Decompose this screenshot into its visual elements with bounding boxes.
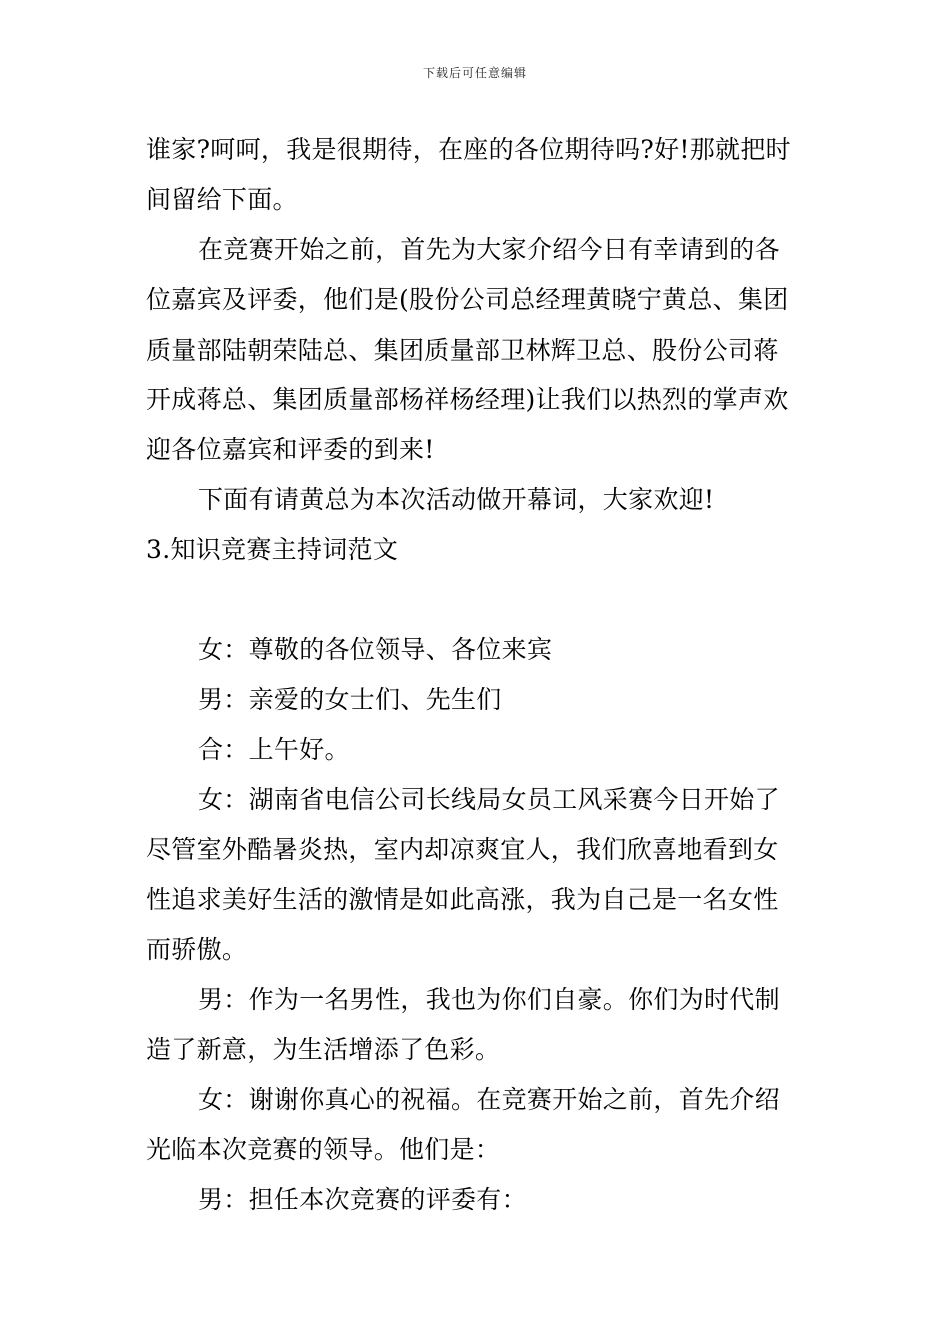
text-line: 位嘉宾及评委，他们是(股份公司总经理黄晓宁黄总、集团 (146, 285, 789, 314)
text-line: 迎各位嘉宾和评委的到来! (146, 435, 435, 464)
text-line: 而骄傲。 (146, 935, 248, 964)
text-line: 女：尊敬的各位领导、各位来宾 (198, 635, 553, 664)
text-line: 男：担任本次竞赛的评委有： (198, 1185, 527, 1214)
text-line: 质量部陆朝荣陆总、集团质量部卫林辉卫总、股份公司蒋 (146, 336, 779, 365)
text-line: 光临本次竞赛的领导。他们是： (146, 1135, 501, 1164)
text-line: 在竞赛开始之前，首先为大家介绍今日有幸请到的各 (198, 235, 780, 264)
text-line: 谁家?呵呵，我是很期待，在座的各位期待吗?好!那就把时 (146, 135, 791, 164)
text-line: 开成蒋总、集团质量部杨祥杨经理)让我们以热烈的掌声欢 (146, 385, 789, 414)
section-heading: 3.知识竞赛主持词范文 (146, 535, 399, 564)
text-line: 下面有请黄总为本次活动做开幕词，大家欢迎! (198, 485, 715, 514)
text-line: 性追求美好生活的激情是如此高涨，我为自己是一名女性 (146, 885, 779, 914)
text-line: 男：亲爱的女士们、先生们 (198, 685, 502, 714)
text-line: 合：上午好。 (198, 735, 350, 764)
text-line: 女：湖南省电信公司长线局女员工风采赛今日开始了 (198, 785, 780, 814)
text-line: 造了新意，为生活增添了色彩。 (146, 1035, 501, 1064)
text-line: 男：作为一名男性，我也为你们自豪。你们为时代制 (198, 985, 780, 1014)
page-header: 下载后可任意编辑 (422, 66, 527, 80)
text-line: 尽管室外酷暑炎热，室内却凉爽宜人，我们欣喜地看到女 (146, 835, 779, 864)
text-line: 间留给下面。 (146, 185, 298, 214)
text-line: 女：谢谢你真心的祝福。在竞赛开始之前，首先介绍 (198, 1085, 780, 1114)
